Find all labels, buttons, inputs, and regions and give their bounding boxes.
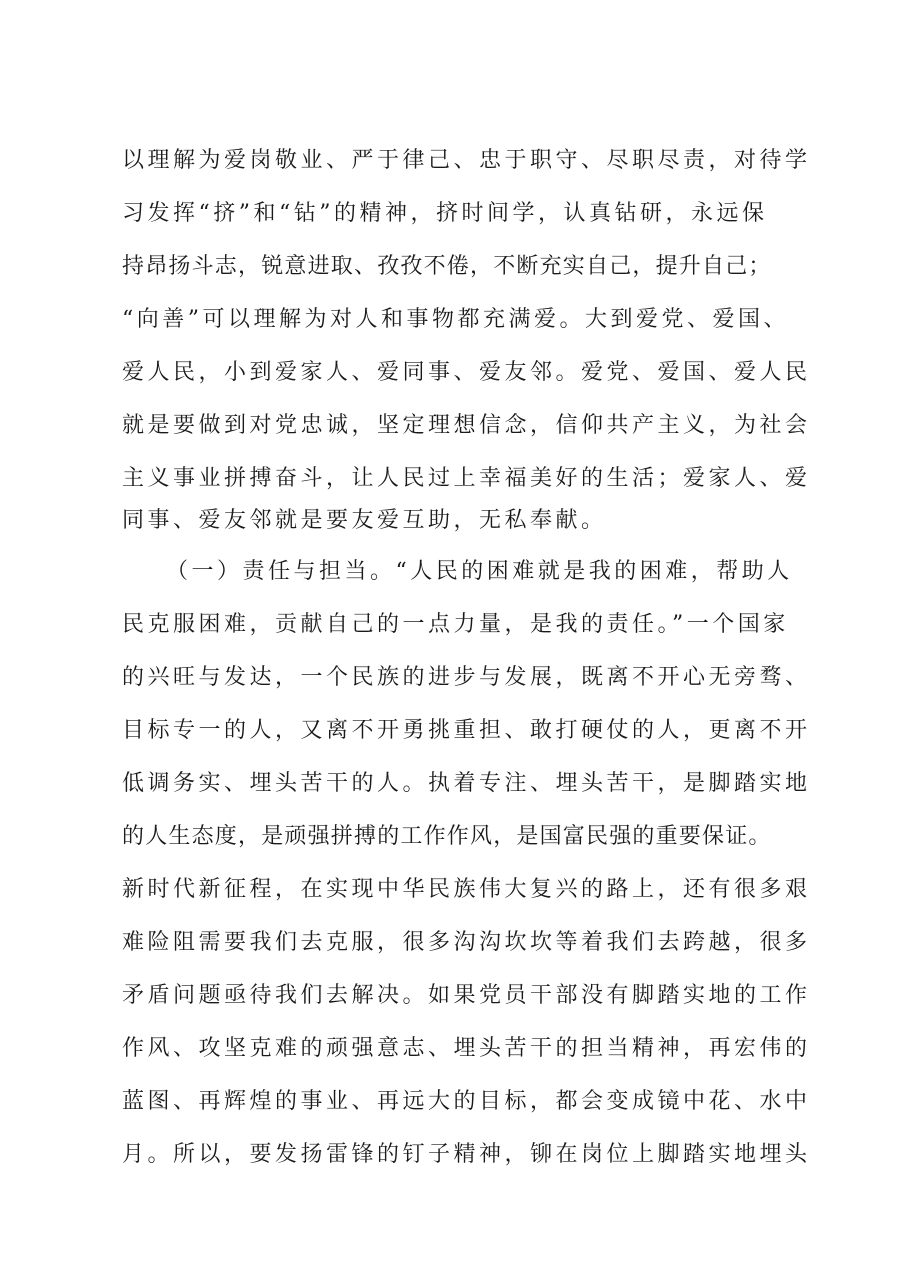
text-line-20: 月。所以，要发扬雷锋的钉子精神，铆在岗位上脚踏实地埋头 [122, 1142, 811, 1167]
text-line-19: 蓝图、再辉煌的事业、再远大的目标，都会变成镜中花、水中 [122, 1089, 811, 1114]
text-line-2: 习发挥“挤”和“钻”的精神，挤时间学，认真钻研，永远保 [122, 201, 768, 226]
text-line-4: “向善”可以理解为对人和事物都充满爱。大到爱党、爱国、 [122, 307, 789, 332]
text-line-5: 爱人民，小到爱家人、爱同事、爱友邻。爱党、爱国、爱人民 [122, 360, 811, 385]
text-line-13: 低调务实、埋头苦干的人。执着专注、埋头苦干，是脚踏实地 [122, 771, 811, 796]
text-line-8: 同事、爱友邻就是要友爱互助，无私奉献。 [122, 508, 607, 533]
text-line-10: 民克服困难，贡献自己的一点力量，是我的责任。”一个国家 [122, 612, 789, 637]
text-line-9: （一）责任与担当。“人民的困难就是我的困难，帮助人 [166, 559, 793, 584]
text-line-6: 就是要做到对党忠诚，坚定理想信念，信仰共产主义，为社会 [122, 413, 811, 438]
text-line-3: 持昂扬斗志，锐意进取、孜孜不倦，不断充实自己，提升自己； [122, 254, 772, 279]
text-line-1: 以理解为爱岗敬业、严于律己、忠于职守、尽职尽责，对待学 [122, 148, 811, 173]
text-line-12: 目标专一的人，又离不开勇挑重担、敢打硬仗的人，更离不开 [122, 718, 811, 743]
text-line-7: 主义事业拼搏奋斗，让人民过上幸福美好的生活；爱家人、爱 [122, 466, 811, 491]
text-line-17: 矛盾问题亟待我们去解决。如果党员干部没有脚踏实地的工作 [122, 983, 811, 1008]
text-line-11: 的兴旺与发达，一个民族的进步与发展，既离不开心无旁骛、 [122, 665, 811, 690]
text-line-15: 新时代新征程，在实现中华民族伟大复兴的路上，还有很多艰 [122, 877, 811, 902]
text-line-16: 难险阻需要我们去克服，很多沟沟坎坎等着我们去跨越，很多 [122, 930, 811, 955]
text-line-14: 的人生态度，是顽强拼搏的工作作风，是国富民强的重要保证。 [122, 824, 772, 849]
text-line-18: 作风、攻坚克难的顽强意志、埋头苦干的担当精神，再宏伟的 [122, 1036, 811, 1061]
